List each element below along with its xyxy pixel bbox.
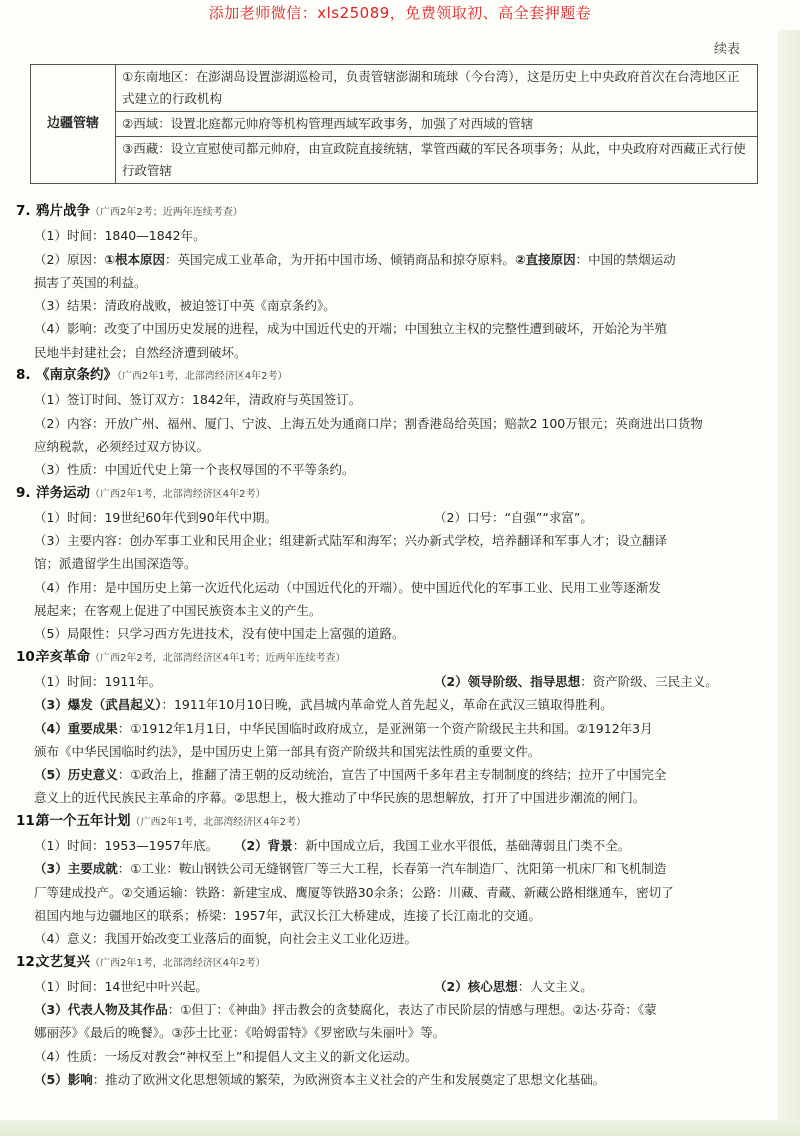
text-line: （3）结果：清政府战败，被迫签订中英《南京条约》。 <box>34 298 336 314</box>
text-line <box>16 1068 761 1091</box>
keyword: （3）主要成就 <box>34 861 118 877</box>
section-number: 7. <box>16 203 31 219</box>
text-fragment: ：①工业：鞍山钢铁公司无缝钢管厂等三大工程，长春第一汽车制造厂、沈阳第一机床厂和飞机制造 <box>117 861 667 877</box>
section-heading <box>16 364 761 388</box>
text-fragment: （2）口号：“自强”“求富”。 <box>434 509 593 525</box>
text-line <box>16 717 761 740</box>
text-line <box>16 506 761 529</box>
table-item-southeast: ①东南地区：在澎湖岛设置澎湖巡检司，负责管辖澎湖和琉球（今台湾），这是历史上中央政府首次在台湾地区正式建立的行政机构 <box>122 69 740 106</box>
text-line: （4）影响：改变了中国历史发展的进程，成为中国近代史的开端；中国独立主权的完整性遭到破坏，开始沦为半殖 <box>34 321 667 337</box>
text-line: （4）性质：一场反对教会“神权至上”和提倡人文主义的新文化运动。 <box>34 1048 418 1064</box>
section-heading <box>16 646 761 670</box>
section-number: 11. <box>16 812 40 829</box>
text-fragment: （1）时间：14世纪中叶兴起。 <box>34 978 208 994</box>
text-line: 应纳税款，必须经过双方协议。 <box>34 438 210 454</box>
text-fragment: ：新中国成立后，我国工业水平很低，基础薄弱且门类不全。 <box>292 838 631 854</box>
text-line: 厂等建成投产。②交通运输：铁路：新建宝成、鹰厦等铁路30余条；公路：川藏、青藏、新藏公路相继通车，密切了 <box>34 884 674 900</box>
exam-note: （广西2年1考，北部湾经济区4年2考） <box>90 957 266 969</box>
text-line <box>16 763 761 786</box>
section-heading <box>16 810 761 834</box>
table-item-xizang: ③西藏：设立宣慰使司都元帅府，由宣政院直接统辖，掌管西藏的军民各项事务；从此，中央政府对西藏正式行使行政管辖 <box>122 141 746 178</box>
text-line: 展起来；在客观上促进了中国民族资本主义的产生。 <box>34 603 322 619</box>
table-row <box>116 112 758 137</box>
section-title: 文艺复兴 <box>36 953 90 970</box>
text-line <box>16 670 761 693</box>
section-title: 《南京条约》 <box>36 367 117 384</box>
exam-note: （广西2年1考，北部湾经济区4年2考） <box>117 371 288 383</box>
section-number: 8. <box>16 367 31 384</box>
text-line: 馆；派遣留学生出国深造等。 <box>34 556 197 572</box>
table-row <box>116 65 758 112</box>
table-row <box>116 137 758 184</box>
keyword: （5）历史意义 <box>34 767 118 783</box>
keyword: ①根本原因 <box>104 251 166 267</box>
text-fragment: ：①1912年1月1日，中华民国临时政府成立，是亚洲第一个资产阶级民主共和国。②1912年3月 <box>117 720 653 736</box>
text-line <box>16 998 761 1021</box>
text-line <box>16 834 761 857</box>
exam-note: （广西2年1考，北部湾经济区4年2考） <box>130 816 306 828</box>
keyword: （4）重要成果 <box>34 720 118 736</box>
exam-note: （广西2年1考，北部湾经济区4年2考） <box>90 488 266 500</box>
section-heading <box>16 482 761 506</box>
keyword: （2）背景 <box>233 838 293 854</box>
text-line: 颁布《中华民国临时约法》，是中国历史上第一部具有资产阶级共和国宪法性质的重要文件。 <box>34 743 541 759</box>
text-line: （2）内容：开放广州、福州、厦门、宁波、上海五处为通商口岸；割香港岛给英国；赔款2 100万银元；英商进出口货物 <box>34 415 703 431</box>
text-line: （5）局限性：只学习西方先进技术，没有使中国走上富强的道路。 <box>34 626 405 642</box>
text-line: 祖国内地与边疆地区的联系；桥梁：1957年，武汉长江大桥建成，连接了长江南北的交通。 <box>34 907 541 923</box>
continued-label: 续表 <box>713 42 740 57</box>
keyword: （5）影响 <box>34 1071 93 1087</box>
text-line <box>16 248 761 271</box>
section-heading <box>16 200 761 224</box>
keyword: ②直接原因 <box>515 251 576 267</box>
text-fragment: （1）时间：19世纪60年代到90年代中期。 <box>34 509 278 525</box>
text-line: （4）作用：是中国历史上第一次近代化运动（中国近代化的开端）。使中国近代化的军事工业、民用工业等逐渐发 <box>34 579 661 595</box>
text-fragment: ：中国的禁烟运动 <box>575 251 676 267</box>
section-title: 第一个五年计划 <box>36 812 131 829</box>
page-bottom-band <box>0 1120 800 1136</box>
promo-banner: 添加老师微信：xls25089，免费领取初、高全套押题卷 <box>208 4 592 22</box>
keyword: （2）核心思想 <box>434 978 518 994</box>
text-line: （1）时间：1840—1842年。 <box>34 228 206 244</box>
text-line: （1）签订时间、签订双方：1842年，清政府与英国签订。 <box>34 392 362 408</box>
text-line: 民地半封建社会；自然经济遭到破坏。 <box>34 344 247 360</box>
notes-content <box>16 200 761 1091</box>
text-line: （3）主要内容：创办军事工业和民用企业；组建新式陆军和海军；兴办新式学校，培养翻译和军事人才；设立翻译 <box>34 533 667 549</box>
section-title: 洋务运动 <box>36 484 90 501</box>
text-fragment: ：人文主义。 <box>517 978 593 994</box>
text-line: （3）性质：中国近代史上第一个丧权辱国的不平等条约。 <box>34 462 355 478</box>
text-line: 娜丽莎》《最后的晚餐》。③莎士比亚：《哈姆雷特》《罗密欧与朱丽叶》等。 <box>34 1025 446 1041</box>
text-fragment: ：①但丁：《神曲》抨击教会的贪婪腐化，表达了市民阶层的情感与理想。②达·芬奇：《蒙 <box>167 1002 657 1018</box>
table-label: 边疆管辖 <box>31 65 116 184</box>
keyword: （3）代表人物及其作品 <box>34 1002 168 1018</box>
section-number: 9. <box>16 484 31 501</box>
text-fragment: ：①政治上，推翻了清王朝的反动统治，宣告了中国两千多年君主专制制度的终结；拉开了中国完全 <box>117 767 667 783</box>
section-title: 辛亥革命 <box>36 648 90 665</box>
text-line: （4）意义：我国开始改变工业落后的面貌，向社会主义工业化迈进。 <box>34 931 417 947</box>
page-edge-band <box>778 30 800 1136</box>
exam-note: （广西2年2考；近两年连续考查） <box>90 207 243 218</box>
exam-note: （广西2年2考，北部湾经济区4年1考；近两年连续考查） <box>90 652 346 664</box>
section-title: 鸦片战争 <box>36 203 90 219</box>
text-line: 损害了英国的利益。 <box>34 274 147 290</box>
text-fragment: （1）时间：1953—1957年底。 <box>34 838 219 854</box>
section-number: 12. <box>16 953 40 970</box>
border-governance-table <box>30 64 758 184</box>
text-fragment: ：1911年10月10日晚，武昌城内革命党人首先起义，革命在武汉三镇取得胜利。 <box>161 697 613 713</box>
text-fragment: ：英国完成工业革命，为开拓中国市场、倾销商品和掠夺原料。 <box>165 251 516 267</box>
text-fragment: ：资产阶级、三民主义。 <box>580 673 718 689</box>
keyword: （3）爆发（武昌起义） <box>34 697 162 713</box>
text-line <box>16 857 761 880</box>
section-heading <box>16 951 761 975</box>
text-line <box>16 693 761 716</box>
section-number: 10. <box>16 648 40 665</box>
table-item-xiyu: ②西域：设置北庭都元帅府等机构管理西域军政事务，加强了对西域的管辖 <box>122 116 534 131</box>
text-fragment: ：推动了欧洲文化思想领域的繁荣，为欧洲资本主义社会的产生和发展奠定了思想文化基础。 <box>92 1071 606 1087</box>
keyword: （2）领导阶级、指导思想 <box>434 673 581 689</box>
text-fragment: （1）时间：1911年。 <box>34 673 162 689</box>
text-fragment: （2）原因： <box>34 251 105 267</box>
text-line <box>16 975 761 998</box>
text-line: 意义上的近代民族民主革命的序幕。②思想上，极大推动了中华民族的思想解放，打开了中国进步潮流的闸门。 <box>34 790 646 806</box>
